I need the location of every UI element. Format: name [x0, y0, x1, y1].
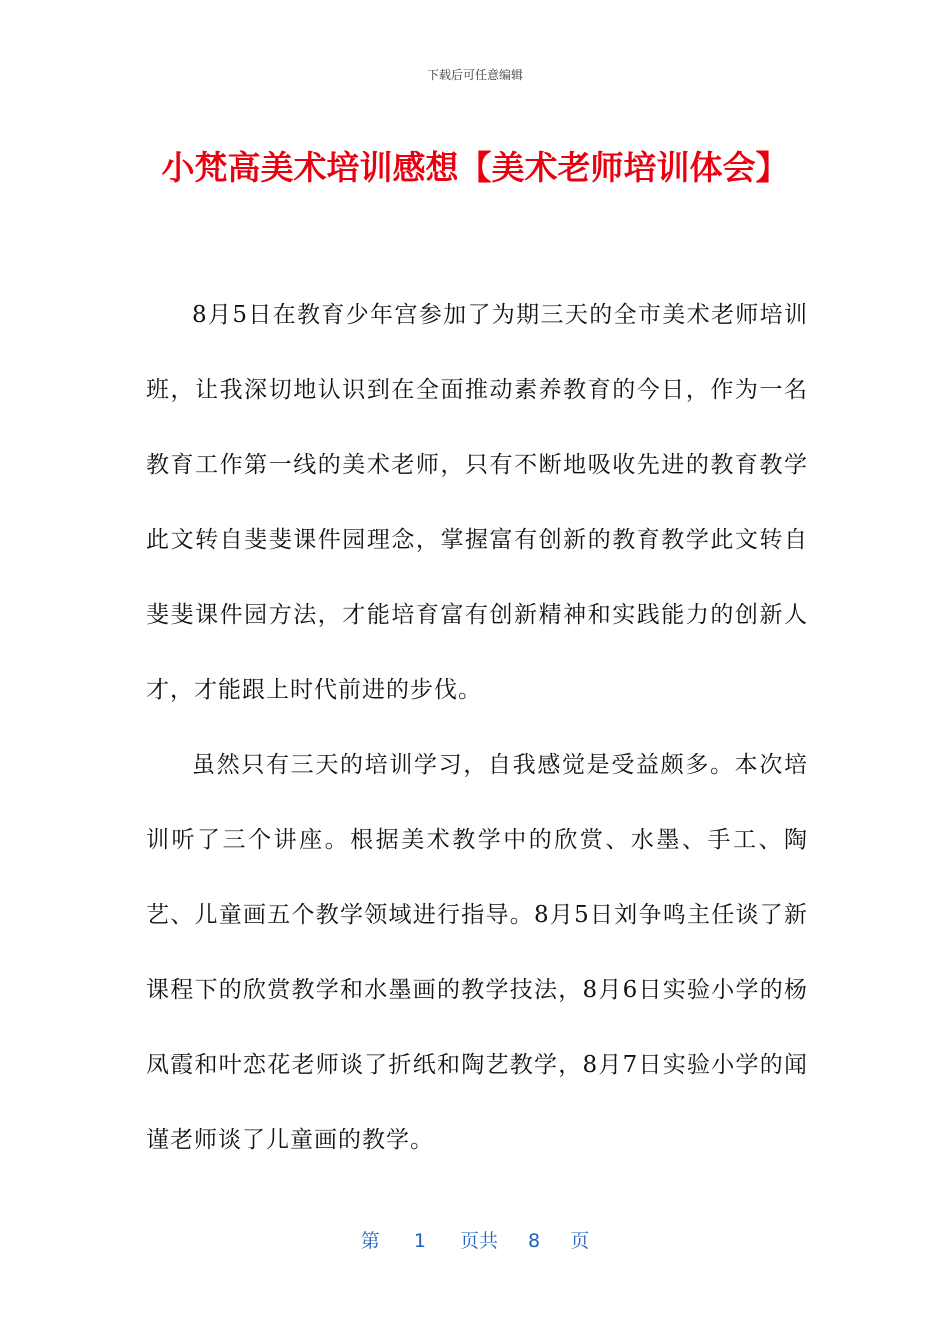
footer-prefix: 第: [360, 1230, 380, 1252]
footer-total-pages: 8: [528, 1230, 541, 1252]
paragraph-2: 虽然只有三天的培训学习，自我感觉是受益颇多。本次培训听了三个讲座。根据美术教学中的欣赏、水墨、手工、陶艺、儿童画五个教学领域进行指导。8月5日刘争鸣主任谈了新课程下的欣赏教学和水墨画的教学技法，8月6日实验小学的杨凤霞和叶恋花老师谈了折纸和陶艺教学，8月7日实验小学的闻谨老师谈了儿童画的教学。: [146, 752, 808, 1153]
page-footer: [0, 1226, 950, 1253]
footer-middle: 页共: [459, 1230, 498, 1252]
footer-page-number: 1: [413, 1230, 426, 1252]
document-body: [146, 278, 808, 1178]
footer-suffix: 页: [570, 1230, 590, 1252]
paragraph-1: 8月5日在教育少年宫参加了为期三天的全市美术老师培训班，让我深切地认识到在全面推动素养教育的今日，作为一名教育工作第一线的美术老师，只有不断地吸收先进的教育教学此文转自斐斐课件园理念，掌握富有创新的教育教学此文转自斐斐课件园方法，才能培育富有创新精神和实践能力的创新人才，才能跟上时代前进的步伐。: [146, 302, 808, 703]
header-note: 下载后可任意编辑: [426, 68, 523, 82]
document-title: 小梵高美术培训感想【美术老师培训体会】: [161, 148, 789, 187]
